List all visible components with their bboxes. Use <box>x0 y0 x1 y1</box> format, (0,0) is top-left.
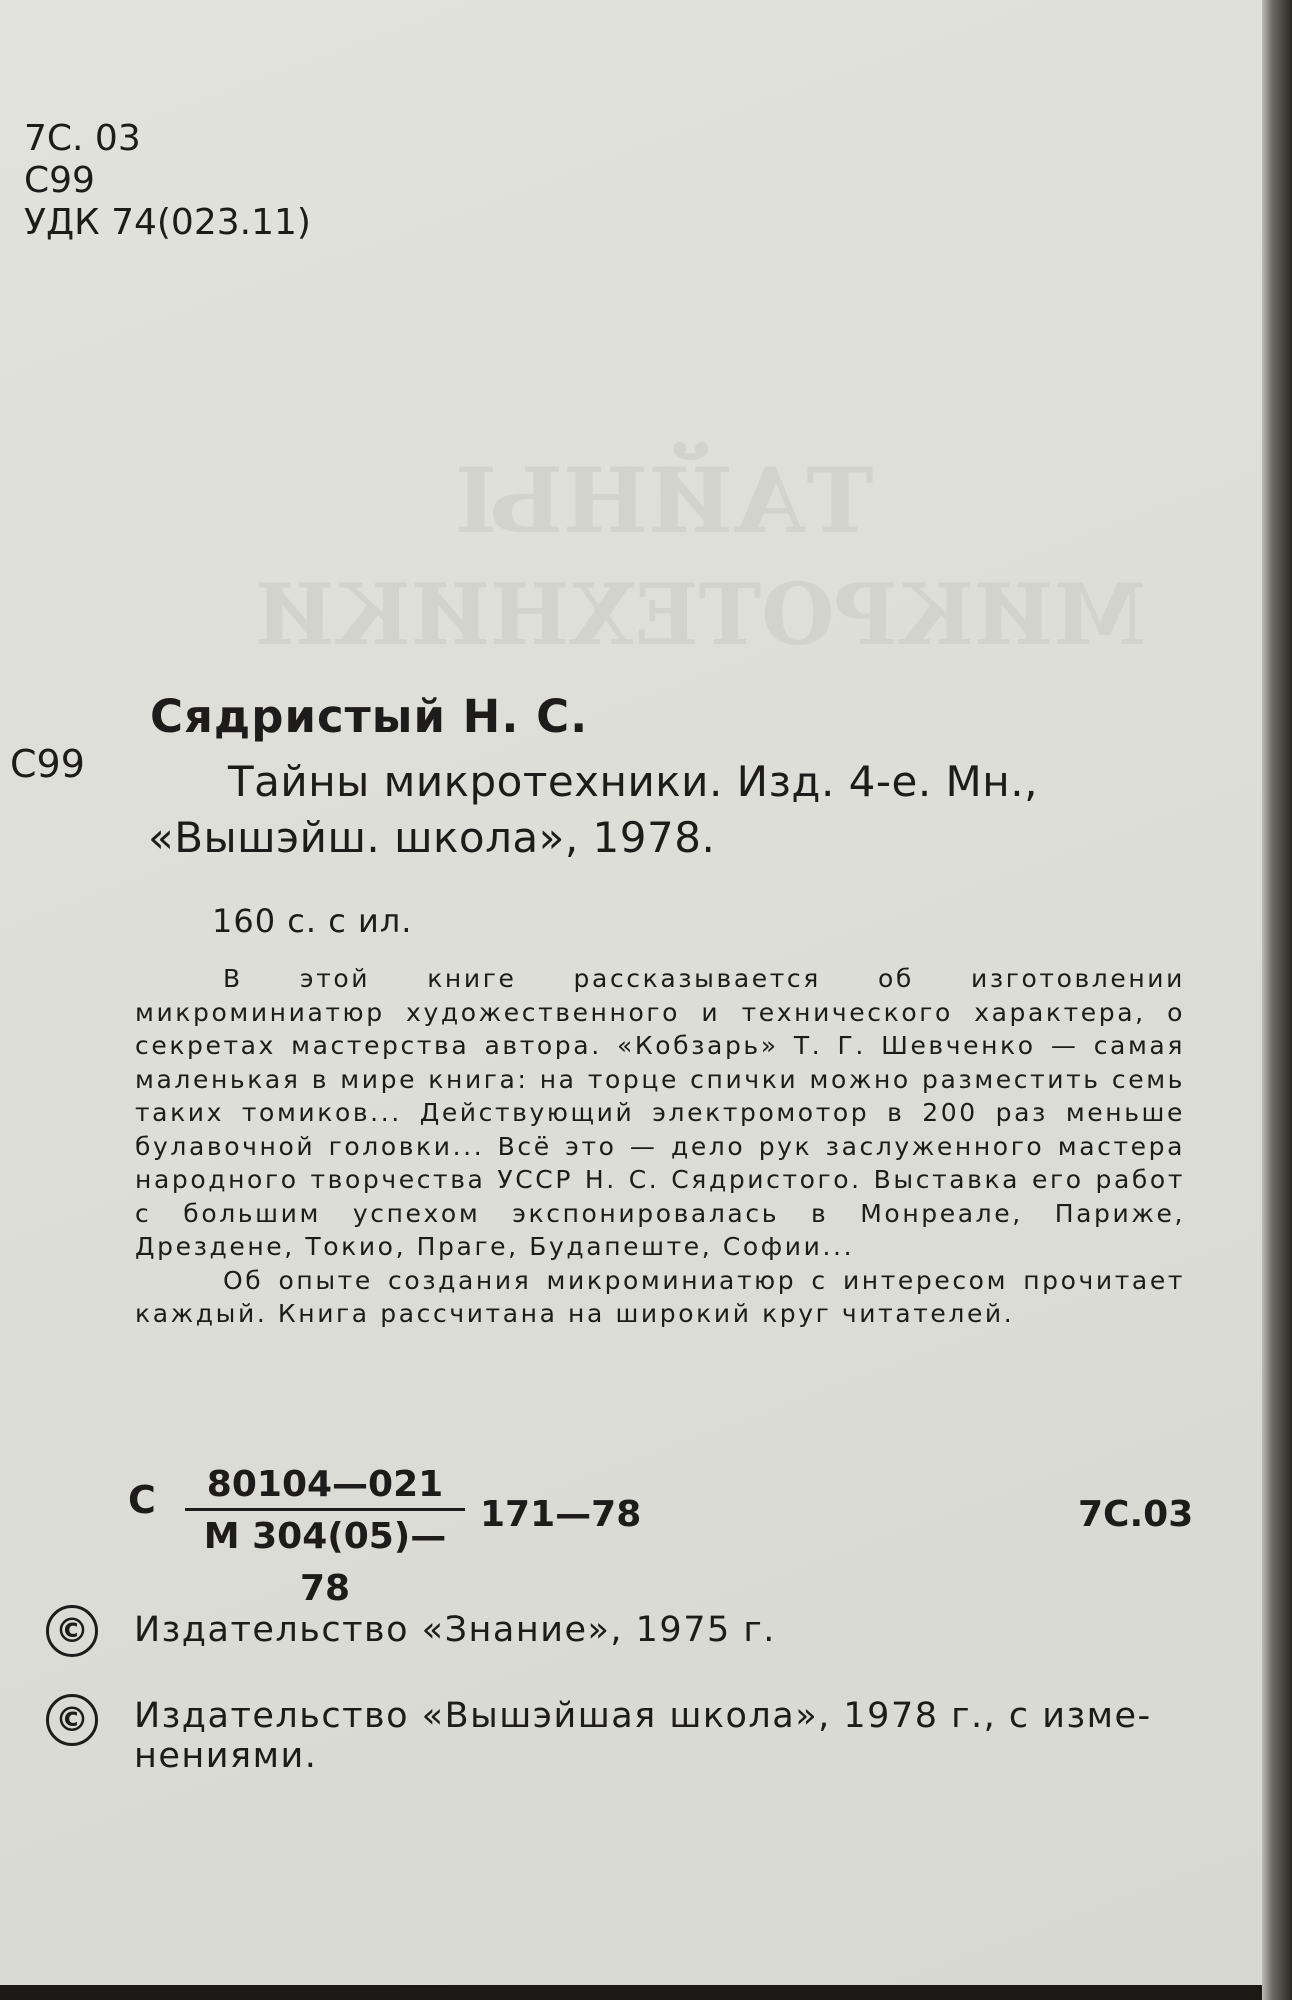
index-number: 171—78 <box>480 1494 642 1535</box>
index-fraction <box>185 1462 465 1615</box>
show-through-subtitle: МИКРОТЕХНИКИ <box>255 565 1147 664</box>
index-denominator: М 304(05)—78 <box>203 1516 447 1609</box>
copyright-symbol-2: © <box>46 1694 98 1746</box>
annotation-paragraph-1: В этой книге рассказывается об изготовлении микроминиатюр художественного и технического характера, о секретах мастерства автора. «Кобзарь» Т. Г. Шевченко — самая маленькая в мире книга: на торце спички можно разместить семь таких томиков... Действующий электромотор в 200 раз меньше булавочной головки... Всё это — дело рук заслуженного мастера народного творчества УССР Н. С. Сядристого. Выставка его работ с большим успехом экспонировалась в Монреале, Париже, Дрездене, Токио, Праге, Будапеште, Софии... <box>135 964 1185 1261</box>
index-numerator: 80104—021 <box>185 1462 465 1511</box>
author-name: Сядристый Н. С. <box>150 690 589 743</box>
classification-codes <box>24 118 311 244</box>
publisher-line: «Вышэйш. школа», 1978. <box>148 813 716 862</box>
index-code: 7С.03 <box>1078 1494 1194 1535</box>
copyright-second-line-1: Издательство «Вышэйшая школа», 1978 г., с изме- <box>134 1696 1152 1736</box>
copyright-first: Издательство «Знание», 1975 г. <box>134 1610 776 1650</box>
show-through-title: ТАЙНЫ <box>455 448 874 554</box>
copyright-symbol-1: © <box>46 1605 98 1657</box>
index-letter: С <box>128 1478 156 1522</box>
udc-code: УДК 74(023.11) <box>24 202 311 243</box>
title-line: Тайны микротехники. Изд. 4-е. Мн., <box>228 757 1038 806</box>
author-sign-code: С99 <box>24 160 95 201</box>
page-edge-shadow <box>1262 0 1292 2000</box>
bbk-code: 7С. 03 <box>24 118 141 159</box>
annotation <box>135 962 1185 1331</box>
side-code: С99 <box>10 742 85 786</box>
annotation-paragraph-2: Об опыте создания микроминиатюр с интересом прочитает каждый. Книга рассчитана на широкий круг читателей. <box>135 1265 1185 1328</box>
copyright-second-line-2: нениями. <box>134 1736 318 1776</box>
page-count: 160 с. с ил. <box>212 902 413 940</box>
